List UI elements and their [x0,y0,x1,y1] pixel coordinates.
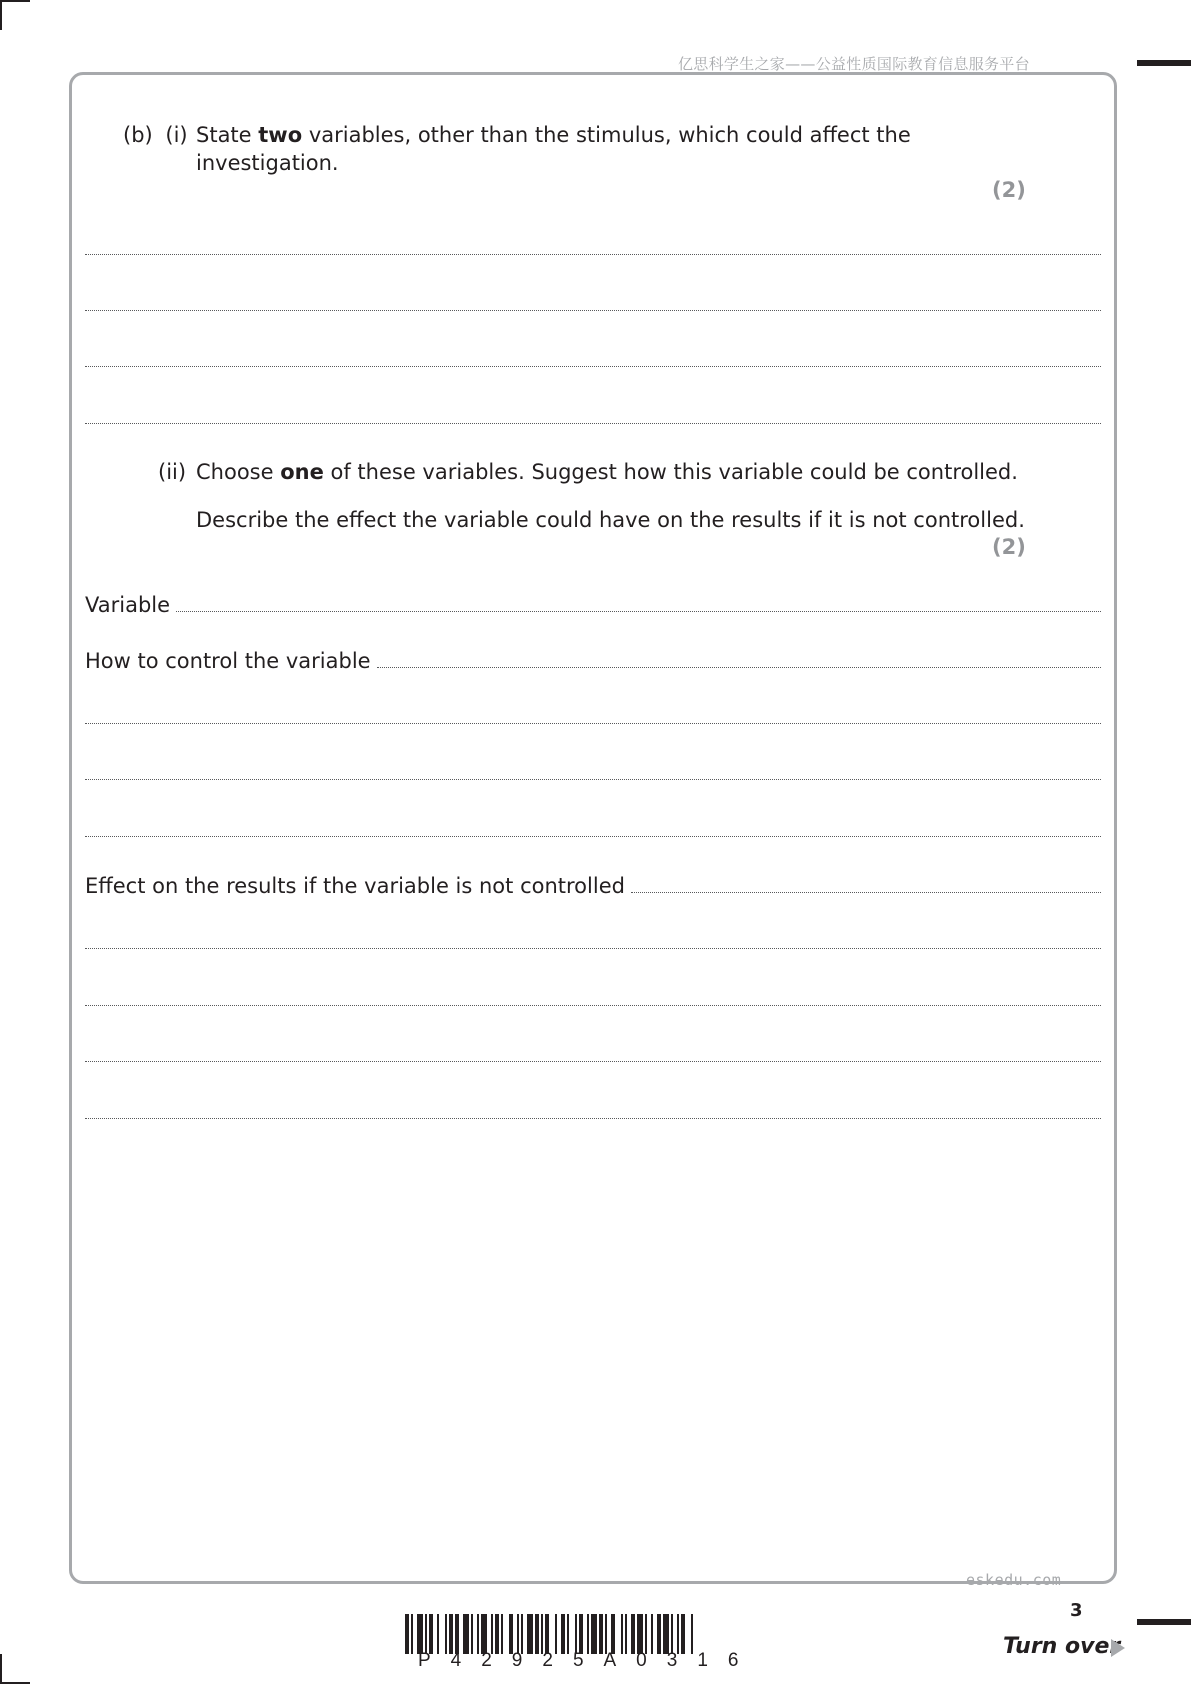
question-part-label [123,121,188,149]
subpart-ii: (ii) [158,460,187,484]
answer-line[interactable] [85,948,1101,949]
barcode-bar [449,1614,453,1654]
barcode-number: P42925A0316 [418,1650,759,1671]
emphasis-one: one [280,460,324,484]
barcode-bar [671,1614,673,1654]
barcode-bar [631,1614,635,1654]
marks-b-i: (2) [992,178,1026,202]
barcode-bar [691,1614,693,1654]
barcode-bar [579,1614,583,1654]
answer-line[interactable] [85,1005,1101,1006]
barcode-bar [681,1614,685,1654]
barcode-bar [575,1614,577,1654]
barcode-bar [625,1614,627,1654]
part-b: (b) [123,123,153,147]
barcode-bar [481,1614,487,1654]
page-number: 3 [1070,1600,1083,1621]
barcode-bar [445,1614,447,1654]
barcode-bar [455,1614,459,1654]
control-answer-line[interactable] [85,650,1101,672]
how-to-control-label: How to control the variable [85,649,371,673]
turn-over-label: Turn over [1003,1634,1121,1659]
barcode-bar [463,1614,469,1654]
marks-b-ii: (2) [992,535,1026,559]
crop-mark-top-left-v [0,0,2,30]
answer-line[interactable] [85,1061,1101,1062]
barcode-bar [405,1614,409,1654]
barcode-bar [591,1614,597,1654]
barcode-bar [417,1614,423,1654]
barcode [405,1614,811,1654]
barcode-bar [491,1614,493,1654]
header-watermark: 亿思科学生之家——公益性质国际教育信息服务平台 [678,55,1030,73]
barcode-bar [657,1614,661,1654]
effect-label: Effect on the results if the variable is not controlled [85,874,625,898]
crop-mark-top-left-h [0,0,30,2]
barcode-bar [477,1614,479,1654]
barcode-bar [411,1614,413,1654]
barcode-bar [517,1614,519,1654]
barcode-bar [651,1614,653,1654]
barcode-bar [545,1614,549,1654]
barcode-bar [663,1614,669,1654]
answer-line[interactable] [85,366,1101,367]
barcode-bar [541,1614,543,1654]
barcode-bar [501,1614,503,1654]
answer-line[interactable] [85,723,1101,724]
effect-answer-line[interactable] [85,875,1101,897]
question-b-ii-text: Choose one of these variables. Suggest how this variable could be controlled. [196,460,1018,484]
answer-line[interactable] [85,310,1101,311]
crop-mark-bottom-left-v [0,1654,2,1684]
barcode-bar [429,1614,433,1654]
barcode-bar [637,1614,643,1654]
answer-frame [69,72,1117,1584]
question-b-i-line2: investigation. [196,151,339,175]
question-b-ii-line2: Describe the effect the variable could have on the results if it is not controlled. [196,508,1025,532]
answer-line[interactable] [85,254,1101,255]
variable-answer-line[interactable] [85,594,1101,616]
barcode-bar [527,1614,533,1654]
turn-over-arrow-icon [1111,1639,1125,1657]
answer-line[interactable] [85,836,1101,837]
barcode-bar [567,1614,569,1654]
barcode-bar [471,1614,473,1654]
variable-label: Variable [85,593,171,617]
barcode-bar [437,1614,439,1654]
footer-watermark: eskedu.com [966,1571,1062,1589]
answer-line[interactable] [85,1118,1101,1119]
barcode-bar [509,1614,513,1654]
crop-mark-bottom-right [1137,1619,1191,1625]
barcode-bar [495,1614,499,1654]
barcode-bar [599,1614,603,1654]
barcode-bar [521,1614,523,1654]
emphasis-two: two [258,123,303,147]
barcode-bar [611,1614,615,1654]
barcode-bar [561,1614,565,1654]
barcode-bar [425,1614,427,1654]
subpart-i: (i) [165,123,188,147]
barcode-bar [555,1614,557,1654]
barcode-bar [587,1614,589,1654]
answer-line[interactable] [85,779,1101,780]
barcode-bar [645,1614,647,1654]
barcode-bar [621,1614,623,1654]
barcode-bar [605,1614,607,1654]
crop-mark-top-right [1137,60,1191,66]
barcode-bar [535,1614,539,1654]
question-b-i-text: State two variables, other than the stimulus, which could affect the investigation. [196,123,911,175]
answer-line[interactable] [85,423,1101,424]
barcode-bar [677,1614,679,1654]
